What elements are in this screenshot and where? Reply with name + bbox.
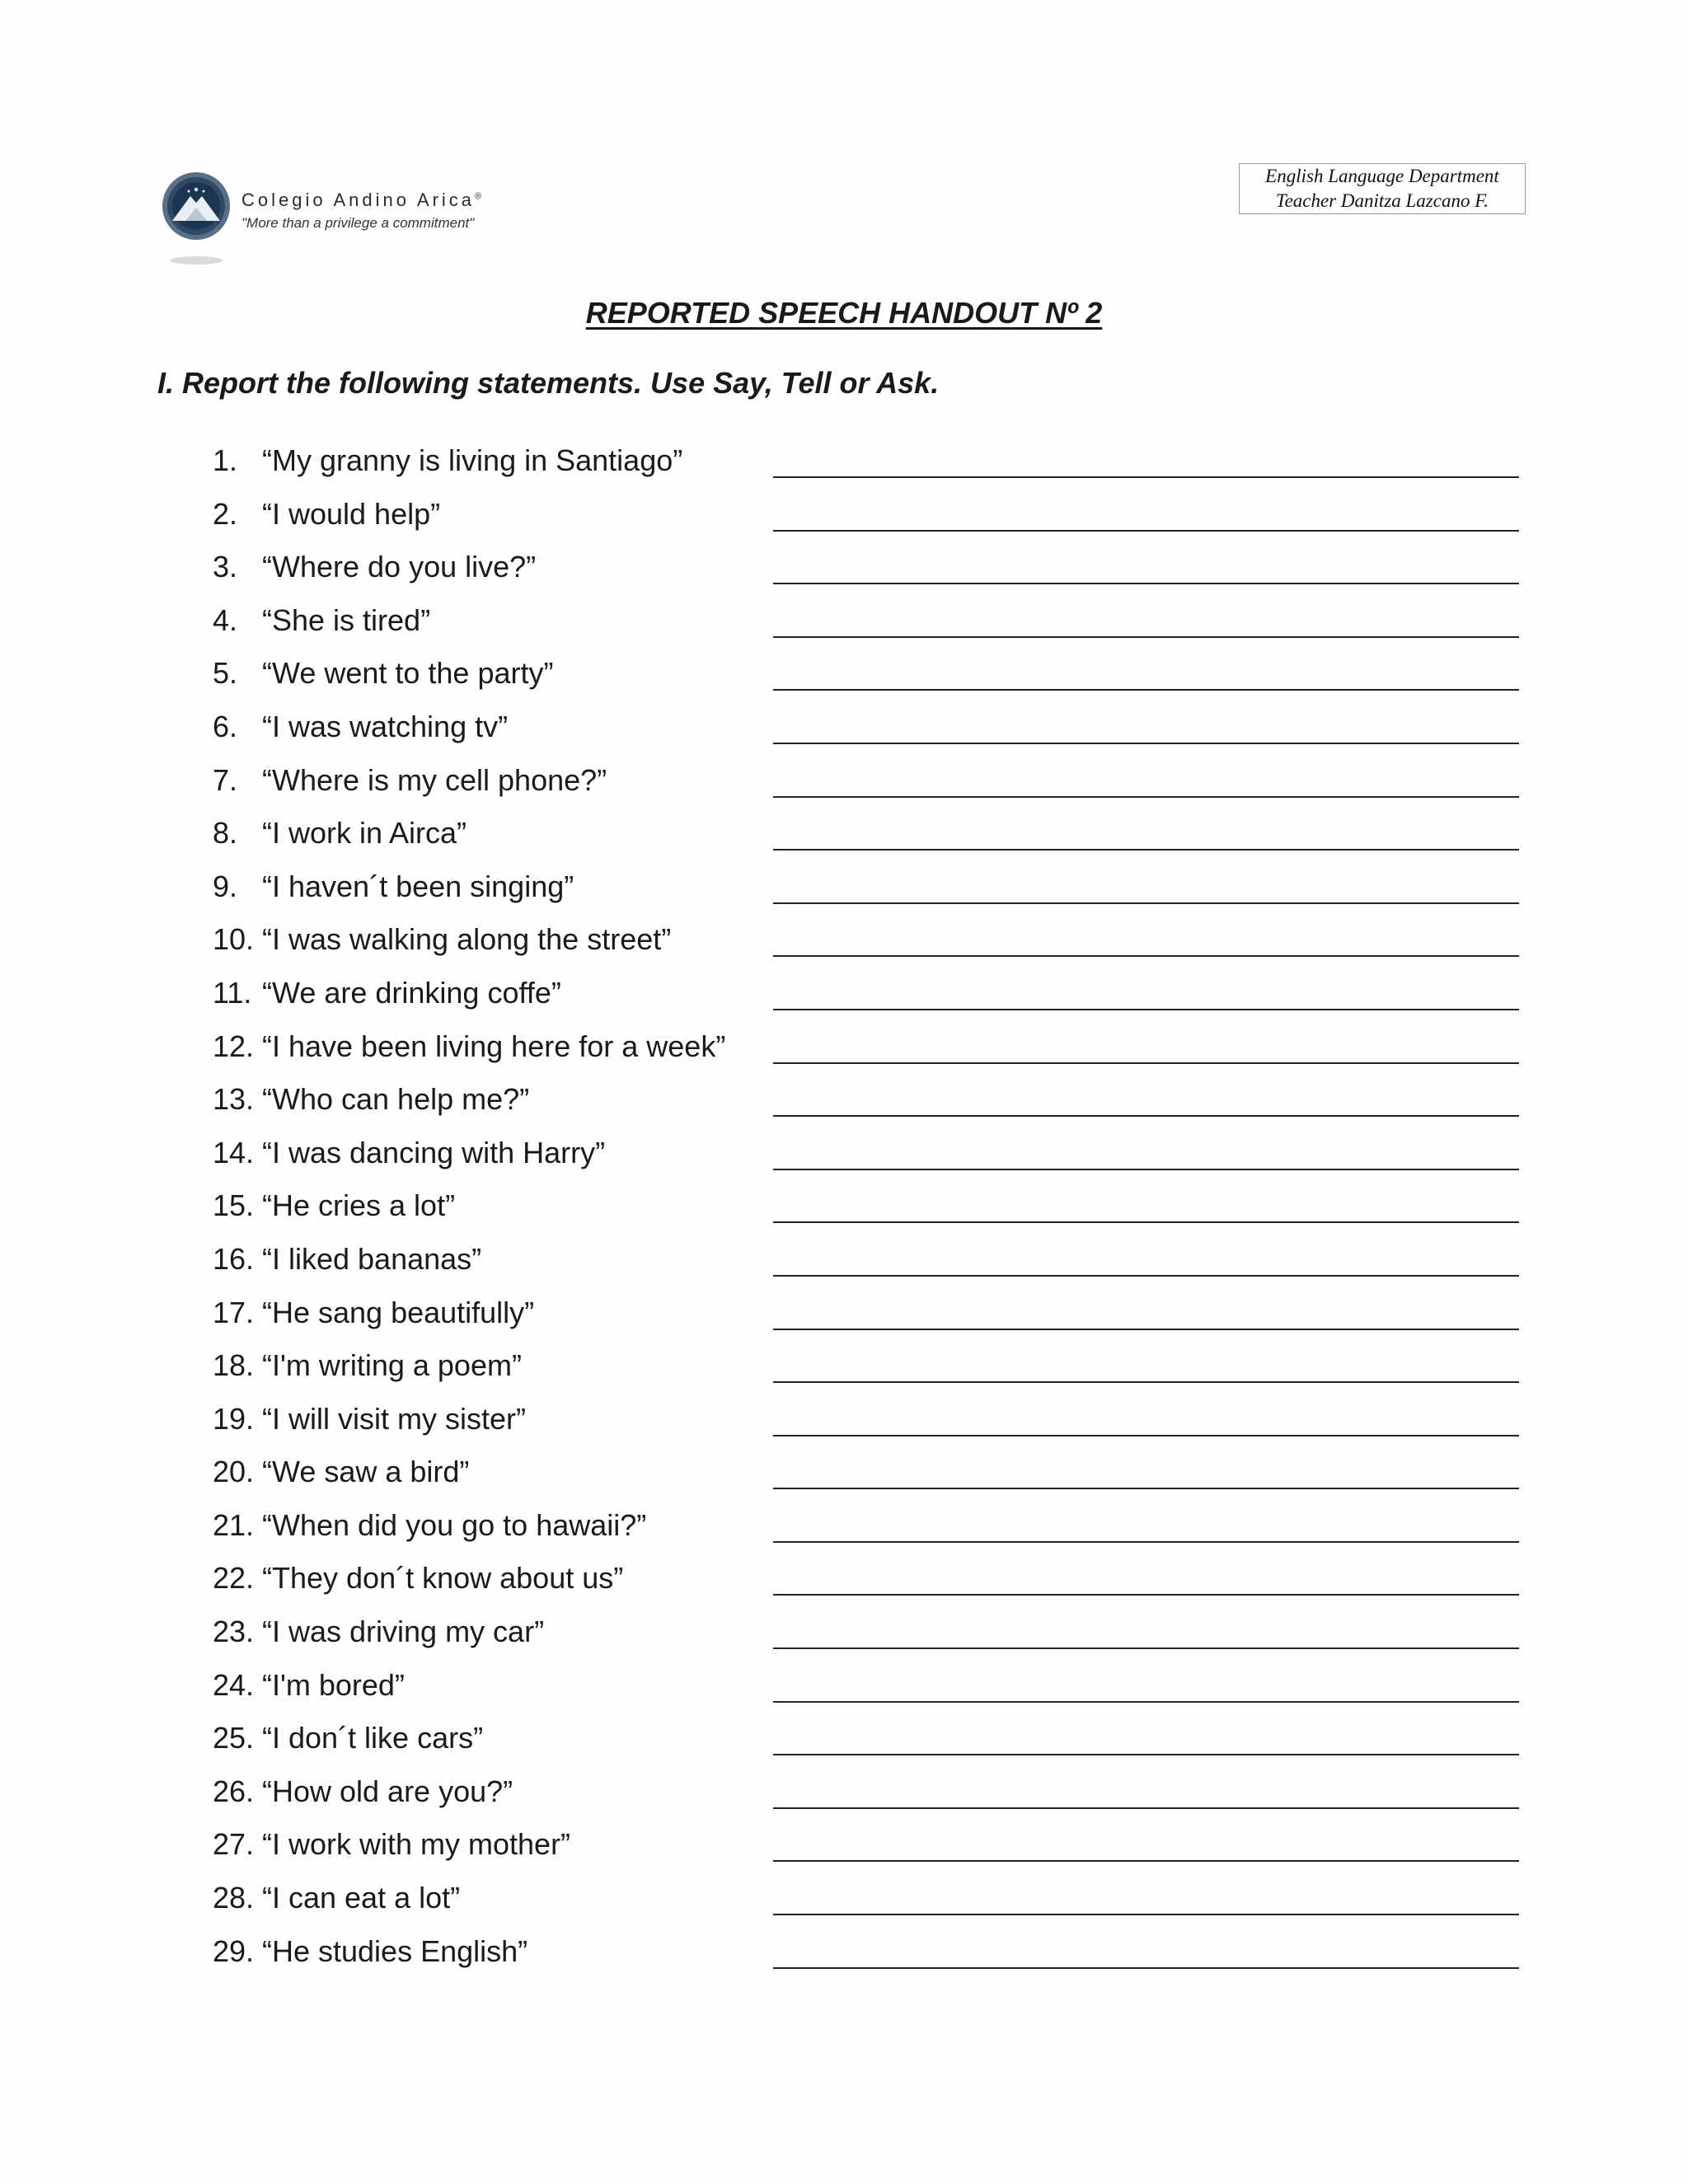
list-item (0, 1395, 1688, 1449)
answer-line[interactable] (773, 1967, 1519, 1969)
statement-text: “I work with my mother” (262, 1827, 571, 1862)
answer-line[interactable] (773, 1594, 1519, 1596)
list-item (0, 1821, 1688, 1874)
item-number: 7. (213, 762, 238, 797)
item-number: 5. (213, 656, 238, 691)
item-number: 2. (213, 496, 238, 531)
item-number: 25. (213, 1721, 255, 1755)
list-item (0, 1448, 1688, 1502)
answer-line[interactable] (773, 1435, 1519, 1436)
list-item (0, 1502, 1688, 1555)
item-number: 17. (213, 1295, 255, 1329)
statement-text: “He cries a lot” (262, 1188, 456, 1223)
answer-line[interactable] (773, 583, 1519, 584)
statement-text: “I have been living here for a week” (262, 1029, 726, 1063)
item-number: 16. (213, 1241, 255, 1276)
item-number: 23. (213, 1615, 255, 1649)
item-number: 12. (213, 1029, 255, 1063)
statement-text: “I don´t like cars” (262, 1721, 484, 1755)
item-number: 14. (213, 1135, 255, 1169)
answer-line[interactable] (773, 1541, 1519, 1543)
answer-line[interactable] (773, 1009, 1519, 1010)
item-number: 21. (213, 1507, 255, 1542)
school-motto: "More than a privilege a commitment" (241, 215, 475, 231)
statement-text: “We are drinking coffe” (262, 975, 561, 1010)
item-number: 11. (213, 975, 252, 1010)
item-number: 6. (213, 709, 238, 743)
answer-line[interactable] (773, 955, 1519, 957)
school-name: Colegio Andino Arica® (241, 190, 482, 210)
list-item (0, 1342, 1688, 1395)
item-number: 22. (213, 1561, 255, 1596)
statement-text: “I work in Airca” (262, 816, 467, 851)
statement-text: “Who can help me?” (262, 1082, 530, 1117)
list-item (0, 543, 1688, 597)
item-number: 26. (213, 1774, 255, 1808)
item-number: 18. (213, 1348, 255, 1383)
list-item (0, 1714, 1688, 1768)
statement-text: “I'm writing a poem” (262, 1348, 522, 1383)
item-number: 3. (213, 550, 238, 584)
list-item (0, 597, 1688, 650)
statement-text: “I liked bananas” (262, 1241, 482, 1276)
item-number: 8. (213, 816, 238, 851)
list-item (0, 1874, 1688, 1928)
instruction-heading: I. Report the following statements. Use Say, Tell or Ask. (157, 366, 940, 400)
item-number: 1. (213, 443, 238, 477)
answer-line[interactable] (773, 1275, 1519, 1277)
statement-text: “We saw a bird” (262, 1455, 470, 1489)
list-item (0, 1661, 1688, 1715)
statement-text: “Where do you live?” (262, 550, 537, 584)
statement-text: “My granny is living in Santiago” (262, 443, 683, 477)
list-item (0, 490, 1688, 544)
answer-line[interactable] (773, 476, 1519, 478)
statement-text: “They don´t know about us” (262, 1561, 624, 1596)
statement-text: “He sang beautifully” (262, 1295, 535, 1329)
answer-line[interactable] (773, 689, 1519, 691)
teacher-name: Teacher Danitza Lazcano F. (1275, 190, 1489, 211)
list-item (0, 757, 1688, 810)
item-number: 15. (213, 1188, 255, 1223)
answer-line[interactable] (773, 1381, 1519, 1383)
item-number: 20. (213, 1455, 255, 1489)
item-number: 24. (213, 1667, 255, 1702)
statement-text: “I'm bored” (262, 1667, 405, 1702)
list-item (0, 437, 1688, 490)
item-number: 10. (213, 922, 255, 957)
item-number: 9. (213, 869, 238, 903)
statement-text: “How old are you?” (262, 1774, 513, 1808)
statement-text: “I was driving my car” (262, 1615, 545, 1649)
list-item (0, 1928, 1688, 1981)
answer-line[interactable] (773, 743, 1519, 744)
answer-line[interactable] (773, 1647, 1519, 1649)
statement-text: “When did you go to hawaii?” (262, 1507, 647, 1542)
statement-text: “I will visit my sister” (262, 1401, 526, 1436)
list-item (0, 1182, 1688, 1235)
list-item (0, 916, 1688, 969)
department-box (1239, 163, 1526, 214)
answer-line[interactable] (773, 636, 1519, 638)
list-item (0, 1129, 1688, 1183)
list-item (0, 1289, 1688, 1343)
answer-line[interactable] (773, 1221, 1519, 1223)
statement-text: “I haven´t been singing” (262, 869, 574, 903)
answer-line[interactable] (773, 1115, 1519, 1117)
answer-line[interactable] (773, 1860, 1519, 1862)
item-number: 4. (213, 602, 238, 637)
school-logo (161, 165, 507, 272)
answer-line[interactable] (773, 796, 1519, 798)
answer-line[interactable] (773, 849, 1519, 851)
page-title: REPORTED SPEECH HANDOUT Nº 2 (585, 296, 1103, 330)
item-number: 28. (213, 1881, 255, 1915)
answer-line[interactable] (773, 1914, 1519, 1915)
school-emblem-icon (161, 168, 232, 267)
list-item (0, 1554, 1688, 1608)
statement-text: “I can eat a lot” (262, 1881, 461, 1915)
list-item (0, 1076, 1688, 1129)
statement-list (0, 437, 1688, 1980)
answer-line[interactable] (773, 1062, 1519, 1064)
item-number: 19. (213, 1401, 255, 1436)
item-number: 13. (213, 1082, 255, 1117)
statement-text: “I was dancing with Harry” (262, 1135, 606, 1169)
statement-text: “I would help” (262, 496, 441, 531)
list-item (0, 649, 1688, 703)
statement-text: “We went to the party” (262, 656, 554, 691)
answer-line[interactable] (773, 1807, 1519, 1809)
list-item (0, 1768, 1688, 1821)
statement-text: “He studies English” (262, 1933, 528, 1968)
list-item (0, 703, 1688, 757)
statement-text: “I was watching tv” (262, 709, 509, 743)
statement-text: “She is tired” (262, 602, 431, 637)
list-item (0, 969, 1688, 1023)
statement-text: “I was walking along the street” (262, 922, 672, 957)
answer-line[interactable] (773, 1169, 1519, 1170)
item-number: 29. (213, 1933, 255, 1968)
item-number: 27. (213, 1827, 255, 1862)
answer-line[interactable] (773, 1488, 1519, 1489)
list-item (0, 863, 1688, 916)
answer-line[interactable] (773, 1754, 1519, 1755)
answer-line[interactable] (773, 1329, 1519, 1330)
answer-line[interactable] (773, 530, 1519, 532)
answer-line[interactable] (773, 902, 1519, 904)
statement-text: “Where is my cell phone?” (262, 762, 607, 797)
answer-line[interactable] (773, 1701, 1519, 1703)
list-item (0, 1023, 1688, 1076)
list-item (0, 1235, 1688, 1289)
department-name: English Language Department (1265, 166, 1499, 186)
list-item (0, 1608, 1688, 1661)
list-item (0, 809, 1688, 863)
